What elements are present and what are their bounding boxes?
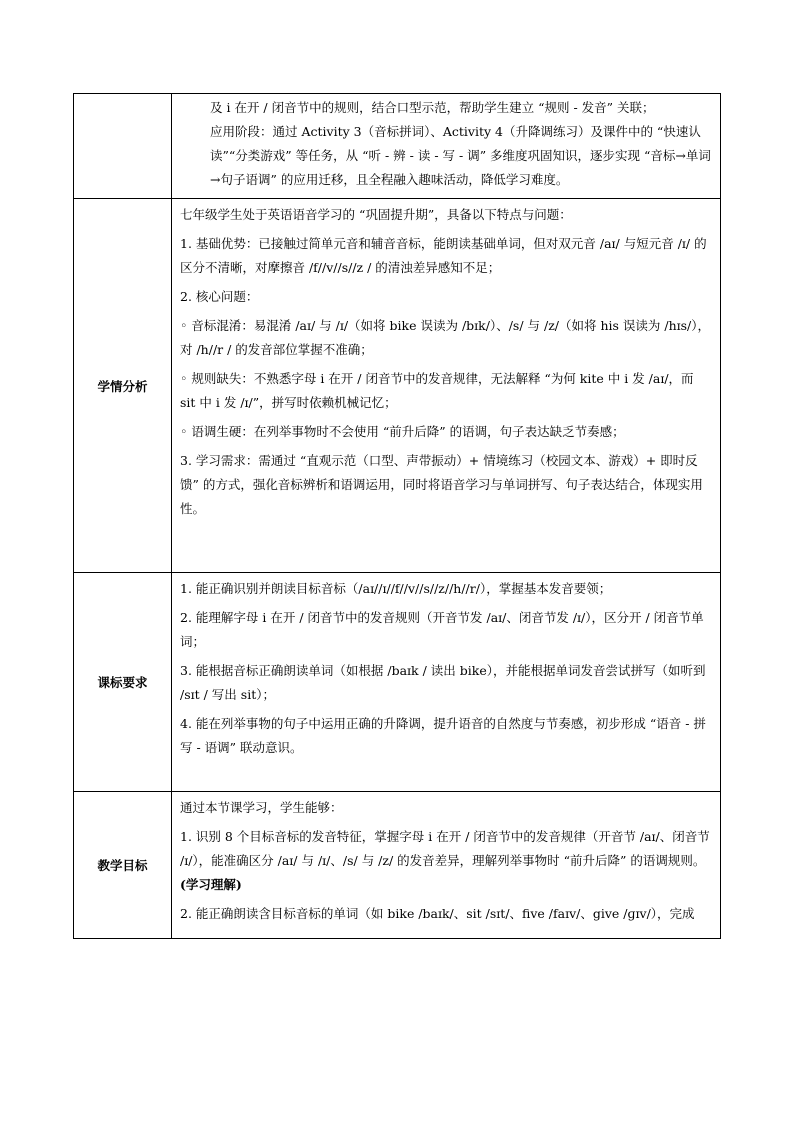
content-line: 1. 能正确识别并朗读目标音标（/aɪ//ɪ//f//v//s//z//h//r/），掌握基本发音要领； (180, 581, 612, 596)
content-line: 2. 核心问题： (180, 289, 259, 304)
table-row-student-analysis (74, 199, 721, 573)
row-label: 课标要求 (74, 573, 172, 792)
table-row-teaching-process (74, 94, 721, 199)
content-line (180, 825, 712, 897)
content-line: ◦ 语调生硬：在列举事物时不会使用 “前升后降” 的语调，句子表达缺乏节奏感； (180, 424, 625, 439)
content-line: ◦ 规则缺失：不熟悉字母 i 在开 / 闭音节中的发音规律，无法解释 “为何 kite 中 i 发 /aɪ/，而 sit 中 i 发 /ɪ/”，拼写时依赖机械记忆； (180, 371, 694, 410)
content-line: 及 i 在开 / 闭音节中的规则，结合口型示范，帮助学生建立 “规则 - 发音” 关联； (210, 100, 655, 115)
table-row-curriculum-requirements (74, 573, 721, 792)
content-line: 3. 学习需求：需通过 “直观示范（口型、声带振动）+ 情境练习（校园文本、游戏）+ 即时反馈” 的方式，强化音标辨析和语调运用，同时将语音学习与单词拼写、句子表达结合，体现实用性。 (180, 453, 703, 516)
lesson-plan-table (73, 93, 721, 939)
row-label (74, 94, 172, 199)
row-content (172, 573, 721, 792)
row-content (172, 94, 721, 199)
content-line: 2. 能理解字母 i 在开 / 闭音节中的发音规则（开音节发 /aɪ/、闭音节发 /ɪ/），区分开 / 闭音节单词； (180, 610, 704, 649)
content-line: 七年级学生处于英语语音学习的 “巩固提升期”，具备以下特点与问题： (180, 207, 572, 222)
content-line: 1. 基础优势：已接触过简单元音和辅音音标，能朗读基础单词，但对双元音 /aɪ/ 与短元音 /ɪ/ 的区分不清晰，对摩擦音 /f//v//s//z / 的清浊差异感知不足； (180, 236, 707, 275)
objective-tag: (学习理解) (180, 877, 242, 892)
content-line: 通过本节课学习，学生能够： (180, 800, 343, 815)
row-label: 学情分析 (74, 199, 172, 573)
content-line: 4. 能在列举事物的句子中运用正确的升降调，提升语音的自然度与节奏感，初步形成 “语音 - 拼写 - 语调” 联动意识。 (180, 716, 706, 755)
row-content (172, 792, 721, 939)
content-line: 3. 能根据音标正确朗读单词（如根据 /baɪk / 读出 bike），并能根据单词发音尝试拼写（如听到 /sɪt / 写出 sit）； (180, 663, 706, 702)
table-row-teaching-objectives (74, 792, 721, 939)
content-line: ◦ 音标混淆：易混淆 /aɪ/ 与 /ɪ/（如将 bike 误读为 /bɪk/）、/s/ 与 /z/（如将 his 误读为 /hɪs/），对 /h//r / 的发音部位掌握不准确； (180, 318, 711, 357)
row-content (172, 199, 721, 573)
content-line: 2. 能正确朗读含目标音标的单词（如 bike /baɪk/、sit /sɪt/、five /faɪv/、give /ɡɪv/），完成 (180, 906, 695, 921)
row-label: 教学目标 (74, 792, 172, 939)
content-line: 应用阶段：通过 Activity 3（音标拼词）、Activity 4（升降调练习）及课件中的 “快速认读”“分类游戏” 等任务，从 “听 - 辨 - 读 - 写 - 调” 多维度巩固知识，逐步实现 “音标→单词→句子语调” 的应用迁移，且全程融入趣味活动，降低学习难度。 (210, 124, 711, 187)
objective-text: 1. 识别 8 个目标音标的发音特征，掌握字母 i 在开 / 闭音节中的发音规律（开音节 /aɪ/、闭音节 /ɪ/），能准确区分 /aɪ/ 与 /ɪ/、/s/ 与 /z/ 的发音差异，理解列举事物时 “前升后降” 的语调规则。 (180, 829, 710, 868)
